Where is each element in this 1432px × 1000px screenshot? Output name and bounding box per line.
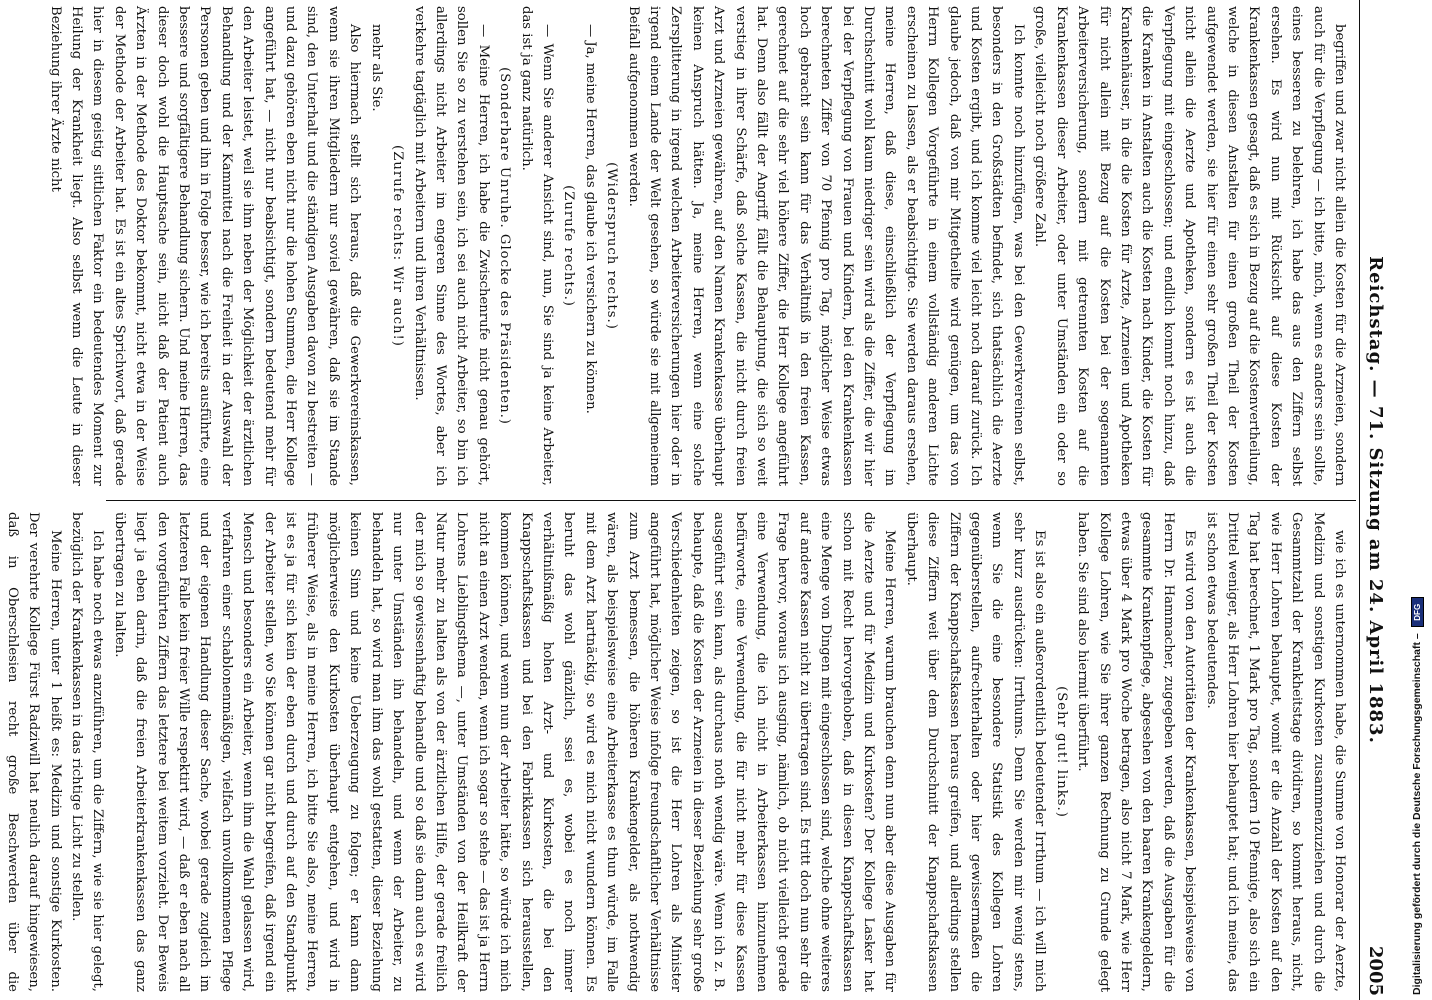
paragraph: — Wenn Sie anderer Ansicht sind, nun, Sie sind ja keine Arbeiter, das ist ja ganz natürlich. xyxy=(518,6,555,486)
stage-direction: (Widerspruch rechts.) xyxy=(604,162,620,330)
right-text-column xyxy=(4,512,1350,992)
paragraph: Meine Herren, unter 1 heißt es: Medizin und sonstige Kurkosten. Der verehrte Kollege Fürst Radziwill hat neulich darauf hingewiesen, daß in Oberschlesien recht große Beschwerden über die xyxy=(4,512,63,992)
digitization-credit-strip xyxy=(1400,0,1432,1000)
paragraph: Es wird von den Autoritäten der Krankenkassen, beispielsweise von Herrn Dr. Hammacher, zugegeben werden, daß die Ausgaben für die gesammte Krankenpflege, abgesehen von den baaren Krankengeldern, etwas über 4 Mark pro Woche betragen, also nicht 7 Mark, wie Herr Kollege Lohren, wie Sie ihrer ganzen Rechnung zu Grunde gelegt haben. Sie sind also hiermit überführt. xyxy=(1075,512,1198,992)
paragraph: Ich habe noch etwas anzuführen, um die Ziffern, wie sie hier gelegt, bezüglich der Krankenkassen in das richtige Licht zu stellen. xyxy=(69,512,106,992)
column-divider xyxy=(106,500,1356,501)
paragraph: mehr als Sie. xyxy=(368,24,384,112)
paragraph: begriffen und zwar nicht allein die Kosten für die Arzneien, sondern auch für die Verpflegung — ich bitte, mich, wenn es anders sein sollte, eines besseren zu belehren, ich habe das aus den Ziffern selbst ersehen. Es wird nun mit Rücksicht auf diese Kosten der Krankenkassen gesagt, daß es sich in Bezug auf die Kostenvertheilung, welche in diesen Anstalten für einen großen Theil der Kosten aufgewendet werden, sie hier für einen sehr großen Theil der Kosten nicht allein die Aerzte und Apotheken, sondern es ist auch die Verpflegung mit eingeschlossen; und endlich kommt noch hinzu, daß die Kranken in Anstalten auch die Kosten nach Kinder, die Kosten für Krankenhäuser, in die die Kosten für Arzte, Arzneien und Apotheken für nicht allein mit Bezug auf die Kosten bei der sogenannten Arbeiterversicherung, sondern mit getrennten Kosten auf die Krankenkassen dieser Arbeiter, oder unter Umständen ein oder so große, vielleicht noch größere Zahl. xyxy=(1032,6,1347,486)
stage-direction: (Sonderbare Unruhe. Glocke des Präsidenten.) xyxy=(497,67,513,425)
paragraph: — Meine Herren, ich habe die Zwischenrufe nicht genau gehört, sollen Sie so zu verstehen sein, ich sei auch nicht Arbeiter, so bin ich allerdings nicht Arbeiter im engeren Sinne des Wortes, aber ich verkehre tagtäglich mit Arbeitern und ihren Verhältnissen. xyxy=(411,6,491,486)
left-text-column xyxy=(47,6,1350,486)
paragraph: — Ja, meine Herren, das glaube ich versichern zu können. xyxy=(582,24,598,414)
stage-direction: (Zurufe rechts.) xyxy=(561,185,577,307)
paragraph: Es ist also ein außerordentlich bedeutender Irrthum — ich will mich sehr kurz ausdrücken: Irrthums. Denn Sie werden mir wenig stens, wenn Sie die eine besondere Statistik des Kollegen Lohren gegenüberstellen, aufrechterhalten oder hier gewissermaßen die Ziffern der Knappschaftskassen heraus greifen, und allerdings stellen diese Ziffern weit über dem Durchschnitt der Knappschaftskassen überhaupt. xyxy=(903,512,1048,992)
page-header xyxy=(1359,0,1390,1000)
rotated-page-content xyxy=(4,0,1390,1000)
stage-direction: (Sehr gut! links.) xyxy=(1053,686,1069,818)
paragraph: Meine Herren, warum brauchen denn nun aber diese Ausgaben für die Aerzte und für Medizin und Kurkosten? Der Kollege Lasker hat schon mit Recht hervorgehoben, daß in diesen Knappschaftskassen eine Menge von Dingen mit eingeschlossen sind, welche ohne weiteres auf andere Kassen nicht zu übertragen sind. Es tritt doch nun sehr die Frage hervor, woraus ich ausging, nämlich, ob nicht vielleicht gerade eine Verwendung, die ich nicht in Arbeiterkassen hinzunehmen befürworte, eine Verwendung, die für nicht mehr für diese Kassen ausgeführt sein kann, als durchaus noth wendig wäre. Wenn ich z. B. behaupte, daß die Kosten der Arzneien in dieser Beziehung sehr große Verschiedenheiten zeigen, so ist die Herr Lohren als Minister angeführt hat, möglicher Weise infolge freundschaftlicher Verhältnisse zum Arzt bemessen, die höheren Krankengelder, als nothwendig wären, als beispielsweise eine Arbeiterkasse es thun würde, im Falle mit dem Arzt hartnäckig, so wird es mich nicht wundern können. Es beruht das wohl gänzlich, ssei es, wobei es noch immer verhältnißmäßig hohen Arzt- und Kurkosten, die bei den Knappschaftskassen und bei den Fabrikkassen sich herausstellen, kommen können, und wenn nun der Arbeiter hätte, so würde ich mich nicht an einen Arzt wenden, wenn ich sogar so stehe — das ist ja Herrn Lohrens Lieblingsthema —, unter Umständen von der Heilkraft der Natur mehr zu halten als von der ärztlichen Hilfe, der gerade freilich der mich so gewissenhaftig behandle und so daß sie dann auch es wird nur unter Umständen ihn behandeln, und wenn der Arbeiter, zu behandeln hat, so wird man ihm das wohl gestatten, dieser Beziehung keinen Sinn und keine Ueberzeugung zu folgen; er kann dann möglicherweise den Kurkosten überhaupt entgehen, und wird in früherer Weise, als in meine Herren, ich bitte Sie also, meine Herren, ist es ja für sich kein der eben durch und durch auf den Standpunkt der Arbeiter stellen, wo Sie können gar nicht begreifen, daß irgend ein Mensch und besonders ein Arbeiter, wenn ihm die Wahl gelassen wird, verfahren einer schablonenmäßigen, vielfach unvollkommenen Pflege und der eigenen Handlung dieser Sache, wobei gerade zugleich im letzteren Falle kein freier Wille respektirt wird, — daß er eben nach all den vorgeführten Ziffern das letztere bei weitem vorzieht. Der Beweis liegt ja eben darin, daß die freien Arbeiterkrankenkassen das ganz übertragen zu halten. xyxy=(111,512,898,992)
paragraph: Ich konnte noch hinzufügen, was bei den Gewerkvereinen selbst, besonders in den Großstädten befindet, sich thatsächlich die Aerzte und Kosten ergibt, und ich komme viel leicht noch darauf zurück. Ich glaube jedoch, daß von mir Mitgetheilte wird genügen, um das von Herrn Kollegen Vorgeführte in einem vollständig anderen Lichte erscheinen zu lassen, als er beabsichtigte. Sie werden daraus ersehen, meine Herren, daß diese, einschließlich der Verpflegung im Durchschnitt wohl kaum niedriger sein wird als die Ziffer, die wir hier bei der Verpflegung von Frauen und Kindern, bei den Krankenkassen berechneten Ziffer von 70 Pfennig pro Tag, möglicher Weise etwas hoch gebracht sein kann für das Verhältniß in den freien Kassen, gerechnet auf die sehr viel höhere Ziffer, die Herr Kollege angeführt hat. Denn also fällt der Angriff, fällt die Behauptung, die sich so weit verstieg in ihrer Schärfe, daß solche Kassen, die nicht durch freien Arzt und Arzneien gewähren, auf den Namen Krankenkasse überhaupt keinen Anspruch hätten. Ja, meine Herren, wenn eine solche Zersplitterung in irgend welchen Arbeiterversicherungen hier oder in irgend einem Lande der Welt gesehen, so würde sie mit allgemeinem Beifall aufgenommen werden. xyxy=(625,6,1026,486)
stage-direction: (Zurufe rechts: Wir auch!) xyxy=(390,145,406,347)
paragraph: wie ich es unternommen habe, die Summe von Honorar der Aerzte, Medizin und sonstigen Kurkosten zusammenzuziehen und durch die Gesammtzahl der Krankheitstage dividiren, so kommt heraus, nicht, wie Herr Lohren behauptet, womit er die Anzahl der Kosten auf den Tag hat berechnet, 1 Mark pro Tag, sondern 10 Pfennige, also sich ein Drittel weniger, als Herr Lohren hier behauptet hat; und ich meine, das ist schon etwas bedeutendes. xyxy=(1203,512,1347,992)
dfg-logo: DFG xyxy=(1411,597,1424,627)
page-number: 2005 xyxy=(1365,945,1386,996)
paragraph: Also hiermach stellt sich heraus, daß die Gewerkvereinskassen, wenn sie ihren Mitgliedern nur soviel gewähren, daß sie im Stande sind, den Unterhalt und die ständigen Ausgaben davon zu bestreiten — und dazu gehören eben nicht nur die hohen Summen, die Herr Kollege angeführt hat, — nicht nur beabsichtigt, sondern bedeutend mehr für den Arbeiter leistet, weil sie ihm neben der Möglichkeit der ärztlichen Behandlung und der Kammittel nach die Freiheit in der Auswahl der Personen geben und ihn in Folge besser, wie ich bereits ausführte, eine bessere und sorgfältigere Behandlung sichern. Und meine Herren, das dieser doch wohl die Hauptsache sein, nicht daß der Patient auch Ärzten in der Methode des Doktor bekommt, nicht etwa in der Weise der Methode der Arbeiter hat. Es ist ein altes Sprichwort, daß gerade hier in diesem geistig sittlichen Faktor ein bedeutendes Moment zur Heilung der Krankheit liegt. Also selbst wenn die Leute in dieser Beziehung ihrer Ärzte nicht xyxy=(47,6,363,486)
credit-text: Digitalisierung gefördert durch die Deutsche Forschungsgemeinschaft – xyxy=(1411,633,1423,995)
running-title: Reichstag. — 71. Sitzung am 24. April 1883. xyxy=(1365,256,1386,744)
